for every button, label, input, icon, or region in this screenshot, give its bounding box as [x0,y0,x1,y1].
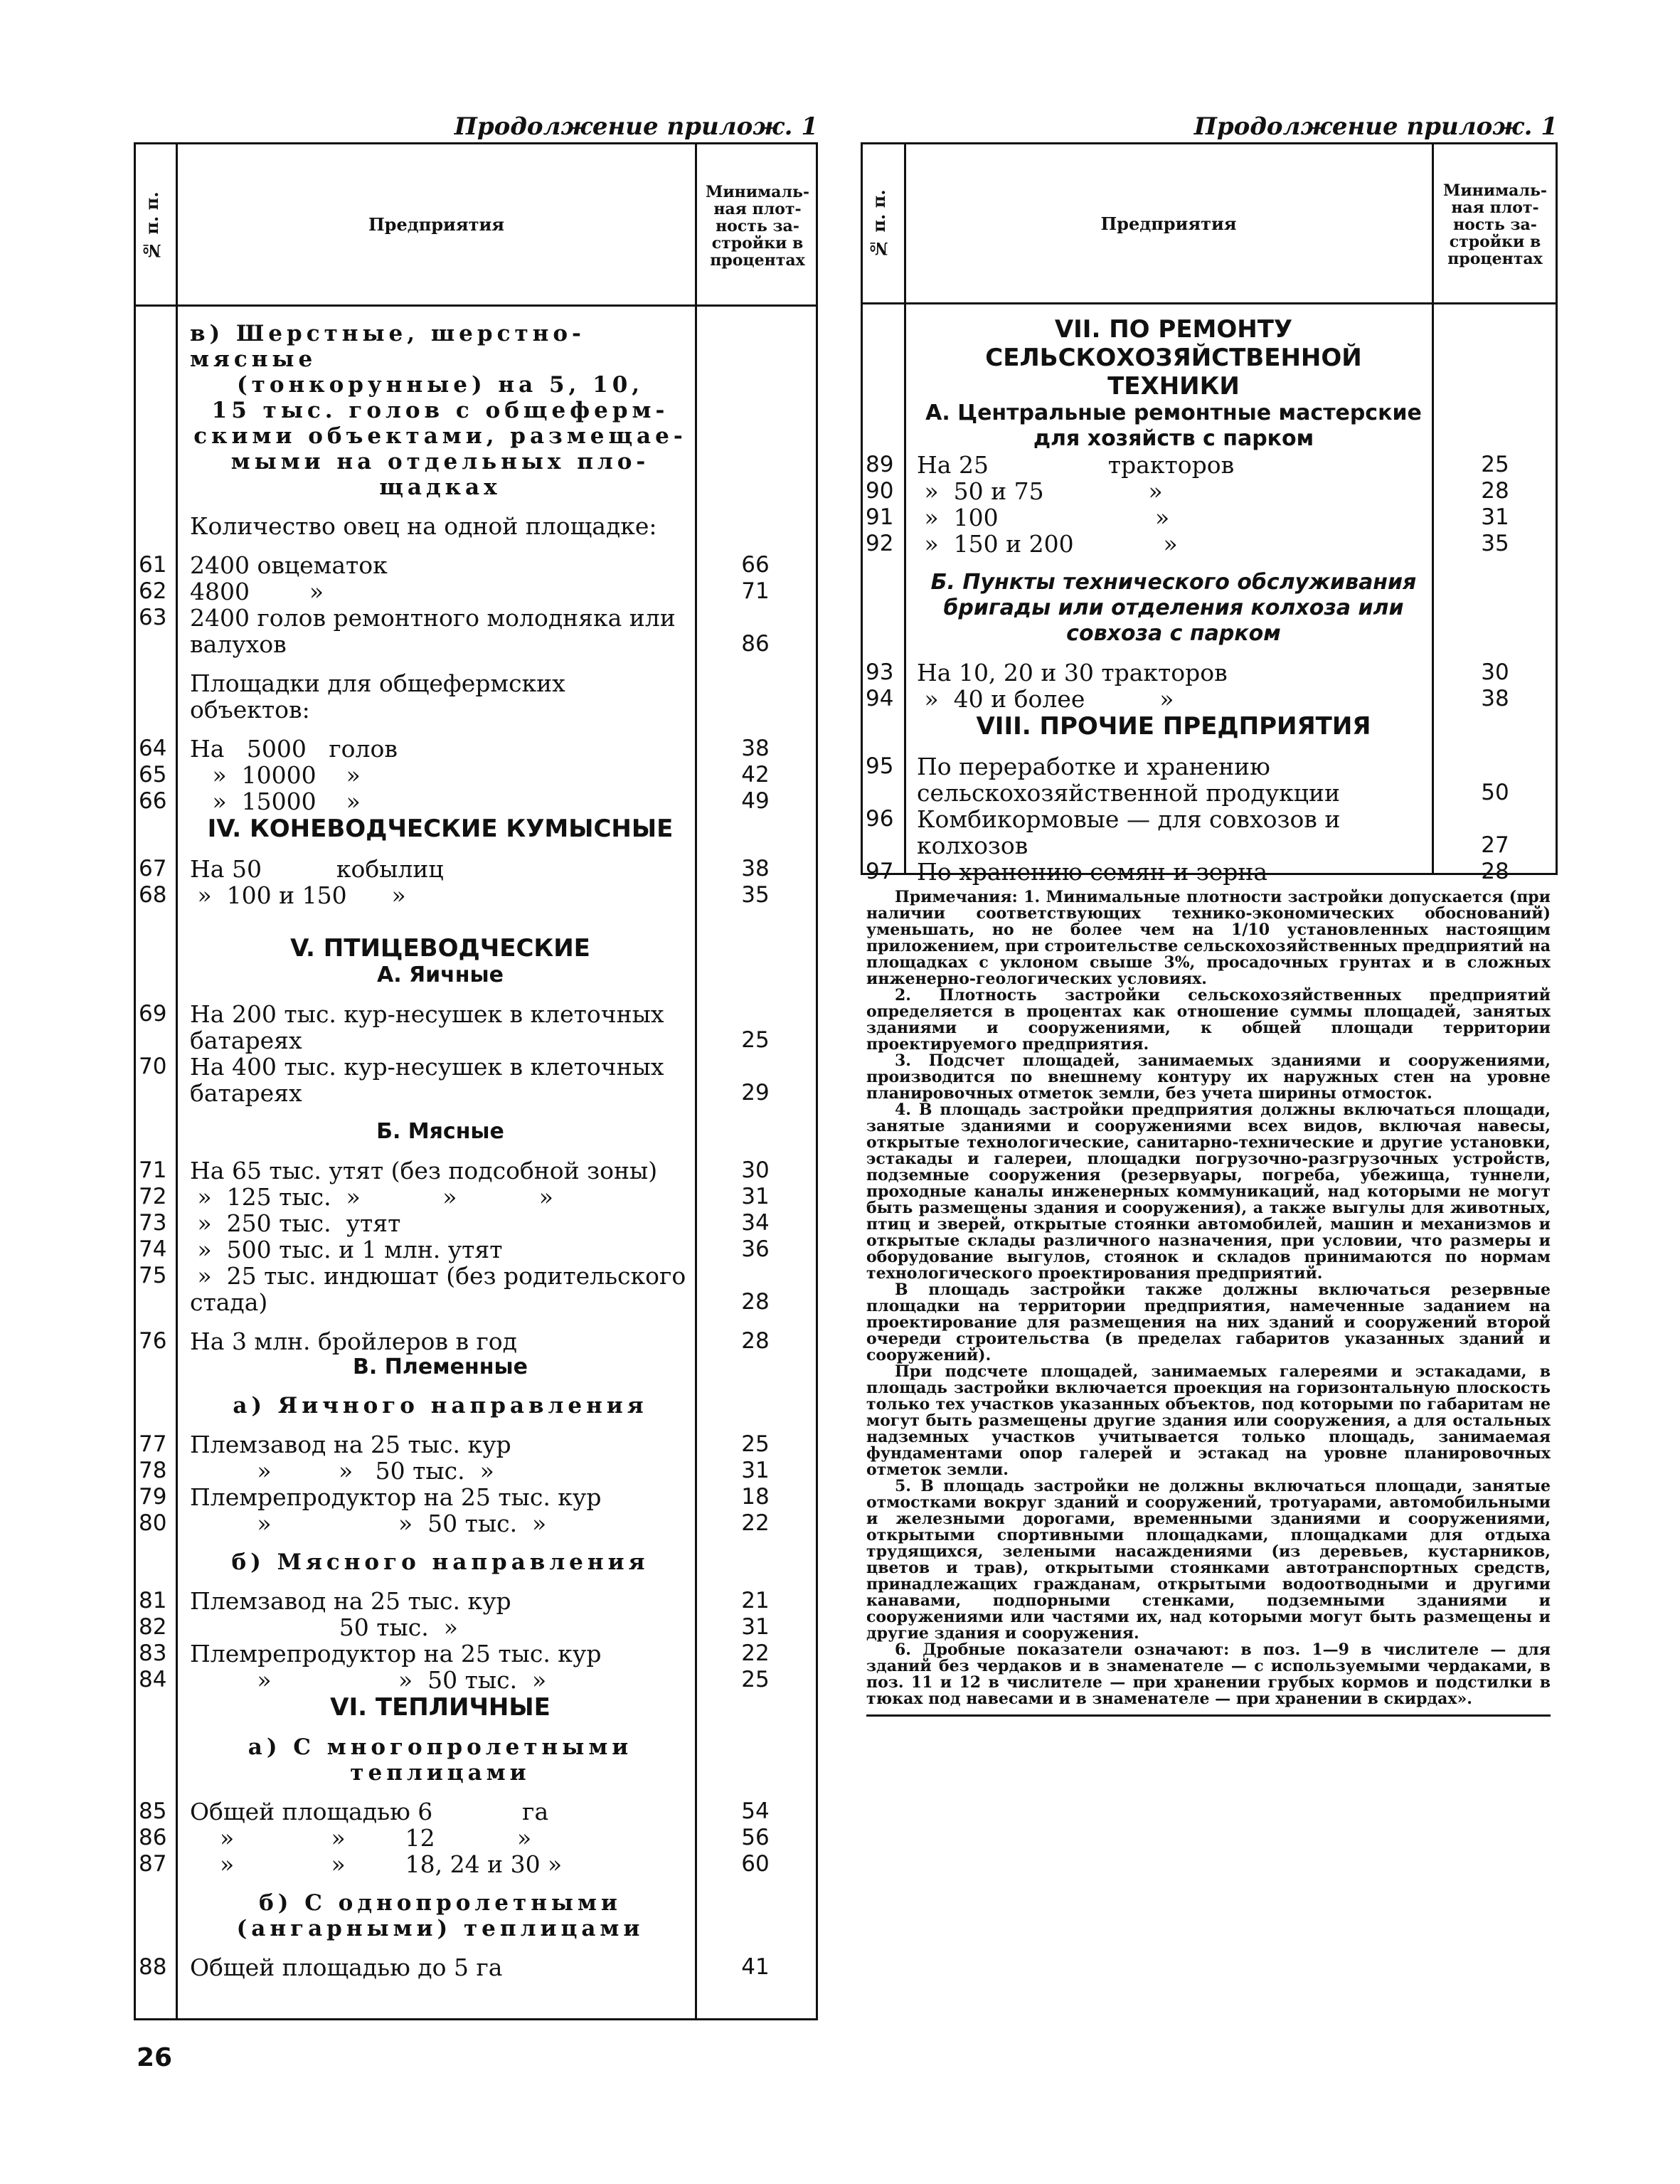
row-number: 75 [139,1263,167,1288]
row-enterprise: На 65 тыс. утят (без подсобной зоны) [190,1157,658,1184]
row-number: 76 [139,1328,167,1354]
right-body [863,315,1556,885]
section-vi-b: б) С однопролетными (ангарными) теплицами [236,1890,644,1941]
row-number: 95 [866,753,894,779]
row-density: 30 [741,1157,770,1183]
note-4: 4. В площадь застройки предприятия должны включаться площади, занятые зданиями и сооружениями всех видов, включая навесы, открытые технологические, санитарно-технические и другие установки, эстакады и галереи, площадки погрузочно-разгрузочных устройств, подземные сооружения (резервуары, погреба, убежища, туннели, проходные каналы инженерных коммуникаций, над которыми не могут быть размещены здания и сооружения), а также выгулы для животных, птиц и зверей, открытые стоянки автомобилей, машин и механизмов и открытые склады различного назначения, при условии, что размеры и оборудование выгулов, стоянок и складов принимаются по нормам технологического проектирования предприятий. [866,1101,1551,1283]
row-enterprise: Племзавод на 25 тыс. кур [190,1587,511,1615]
row-density: 31 [1481,504,1509,530]
row-enterprise: На 50 кобылиц [190,855,444,883]
row-enterprise: » 15000 » [190,788,361,815]
table-row [136,1263,816,1315]
row-enterprise: По переработке и хранению сельскохозяйственной продукции [917,753,1340,807]
row-density: 71 [741,578,770,604]
row-enterprise: » 40 и более » [917,685,1174,713]
section-iv-title: IV. КОНЕВОДЧЕСКИЕ КУМЫСНЫЕ [207,815,674,843]
row-density: 50 [1481,780,1509,805]
table-row [136,1798,816,1825]
row-density: 36 [741,1236,770,1262]
table-row [863,686,1556,712]
table-row [136,1328,816,1355]
table-row [136,856,816,882]
row-density: 54 [741,1798,770,1824]
section-vii-b: Б. Пункты технического обслуживания бригады или отделения колхоза или совхоза с парком [930,570,1417,646]
row-density: 49 [741,788,770,814]
table-row [863,859,1556,885]
row-number: 70 [139,1054,167,1079]
row-number: 80 [139,1510,167,1536]
row-enterprise: » 500 тыс. и 1 млн. утят [190,1236,503,1263]
header-enterprise: Предприятия [368,214,504,235]
row-enterprise: » 125 тыс. » » » [190,1183,553,1211]
row-density: 25 [1481,452,1509,477]
row-enterprise: Общей площадью до 5 га [190,1954,503,1981]
section-v-title: V. ПТИЦЕВОДЧЕСКИЕ [290,934,590,963]
row-density: 38 [1481,686,1509,711]
row-enterprise: На 10, 20 и 30 тракторов [917,659,1228,687]
table-row [136,1001,816,1054]
row-number: 78 [139,1458,167,1483]
row-enterprise: 2400 голов ремонтного молодняка или валухов [190,604,684,658]
table-row [136,1458,816,1484]
rows-r-a [863,452,1556,557]
header-num: № п. п. [142,191,162,261]
table-row [863,504,1556,531]
rows-c [136,856,816,908]
row-number: 68 [139,882,167,908]
table-row [136,552,816,578]
left-body [136,321,816,1981]
row-enterprise: » 25 тыс. индюшат (без родительского стада) [190,1262,693,1316]
table-row [136,1851,816,1877]
row-density: 34 [741,1210,770,1236]
row-density: 31 [741,1614,770,1640]
row-enterprise: 50 тыс. » [190,1613,458,1641]
table-row [136,1588,816,1614]
header-num-right: № п. п. [868,189,889,260]
table-row [136,1236,816,1263]
row-number: 84 [139,1667,167,1692]
row-number: 77 [139,1431,167,1457]
row-enterprise: На 400 тыс. кур-несушек в клеточных батареях [190,1053,671,1107]
note-4b: В площадь застройки также должны включаться резервные площадки на территории предприятия, намеченные заданием на проектирование для размещения на них зданий и сооружений второй очереди строительства (в пределах габаритов указанных зданий и сооружений). [866,1281,1551,1364]
row-density: 28 [741,1289,770,1315]
row-enterprise: 2400 овцематок [190,551,388,579]
row-enterprise: На 5000 голов [190,735,398,763]
table-row [136,578,816,605]
row-number: 81 [139,1588,167,1613]
note-1: Примечания: 1. Минимальные плотности застройки допускается (при наличии соответствующих технико-экономических обоснований) уменьшать, но не более чем на 1/10 установленных настоящим приложением, при строительстве сельскохозяйственных предприятий на площадках с уклоном свыше 3%, просадочных грунтах и в сложных инженерно-геологических условиях. [866,888,1551,988]
row-enterprise: Общей площадью 6 га [190,1798,549,1825]
row-number: 88 [139,1954,167,1980]
row-density: 31 [741,1184,770,1209]
row-enterprise: » 250 тыс. утят [190,1209,401,1237]
section-v-c: В. Племенные [353,1355,528,1379]
section-v-c-a: а) Яичного направления [233,1393,648,1419]
row-enterprise: » » 50 тыс. » [190,1666,547,1694]
table-row [136,1614,816,1640]
notes-block [866,889,1551,1717]
table-row [136,1431,816,1458]
row-number: 74 [139,1236,167,1262]
row-density: 22 [741,1510,770,1536]
rows-a [136,552,816,657]
section-c-title: в) Шерстные, шерстно-мясные (тонкорунные) на 5, 10, 15 тыс. голов с общеферм- скими объектами, размещае- мыми на отдельных пло- щадках [190,321,687,500]
row-density: 56 [741,1825,770,1850]
row-number: 90 [866,478,894,504]
row-density: 18 [741,1484,770,1510]
rows-h [136,1588,816,1693]
row-enterprise: На 25 тракторов [917,451,1235,479]
continuation-label-right: Продолжение прилож. 1 [1193,112,1558,141]
row-density: 29 [741,1080,770,1106]
section-viii-title: VIII. ПРОЧИЕ ПРЕДПРИЯТИЯ [976,712,1371,741]
row-number: 73 [139,1210,167,1236]
row-density: 35 [1481,531,1509,556]
table-row [136,1510,816,1537]
table-row [136,882,816,908]
sheep-label: Количество овец на одной площадке: [190,512,657,540]
table-row [136,1184,816,1210]
row-enterprise: » 100 » [917,504,1170,531]
header-enterprise-right: Предприятия [1100,213,1237,234]
section-v-a: А. Яичные [377,963,504,987]
table-row [863,806,1556,859]
row-number: 69 [139,1001,167,1027]
row-number: 96 [866,806,894,832]
row-number: 87 [139,1851,167,1877]
row-enterprise: 4800 » [190,578,324,605]
table-row [136,1484,816,1510]
row-number: 85 [139,1798,167,1824]
rows-r-b [863,659,1556,712]
note-3: 3. Подсчет площадей, занимаемых зданиями и сооружениями, производится по внешнему контуру их наружных стен на уровне планировочных отметок земли, без учета ширины отмосток. [866,1051,1551,1103]
table-row [136,1640,816,1667]
row-density: 66 [741,552,770,578]
right-table [861,142,1558,886]
table-row [136,1825,816,1851]
rows-j [136,1954,816,1981]
section-vi-a: а) С многопролетными теплицами [248,1734,633,1786]
note-6: 6. Дробные показатели означают: в поз. 1—9 в числителе — для зданий без чердаков и в знаменателе — с используемыми чердаками, в поз. 11 и 12 в числителе — при хранении грубых кормов и подстилки в тюках под навесами и в знаменателе — при хранении в скирдах». [866,1640,1551,1708]
table-row [136,1954,816,1981]
row-enterprise: » 50 и 75 » [917,477,1163,505]
row-density: 31 [741,1458,770,1483]
row-number: 71 [139,1157,167,1183]
row-enterprise: По хранению семян и зерна [917,858,1268,886]
section-vi-title: VI. ТЕПЛИЧНЫЕ [330,1693,551,1722]
rows-g [136,1431,816,1537]
left-table [134,142,818,2020]
row-number: 83 [139,1640,167,1666]
table-row [136,736,816,762]
row-number: 65 [139,762,167,788]
table-row [136,605,816,657]
row-enterprise: Племрепродуктор на 25 тыс. кур [190,1640,602,1668]
row-enterprise: » » 18, 24 и 30 » [190,1850,563,1878]
row-number: 92 [866,531,894,556]
rows-d [136,1001,816,1106]
row-density: 42 [741,762,770,788]
row-density: 27 [1481,832,1509,858]
row-density: 38 [741,856,770,881]
rows-b [136,736,816,815]
row-number: 93 [866,659,894,685]
row-number: 89 [866,452,894,477]
row-enterprise: » 10000 » [190,761,361,789]
table-row [863,753,1556,806]
row-number: 91 [866,504,894,530]
row-enterprise: На 200 тыс. кур-несушек в клеточных батареях [190,1000,671,1054]
row-enterprise: » » 12 » [190,1824,532,1852]
table-row [863,531,1556,557]
row-density: 60 [741,1851,770,1877]
header-density: Минималь-ная плот-ность за-стройки в процентах [705,183,810,270]
row-number: 72 [139,1184,167,1209]
row-enterprise: » 100 и 150 » [190,881,406,909]
table-row [136,1210,816,1236]
row-density: 28 [1481,859,1509,884]
rows-e [136,1157,816,1315]
row-enterprise: » 150 и 200 » [917,530,1178,558]
table-row [136,762,816,788]
table-row [136,1054,816,1106]
row-number: 62 [139,578,167,604]
row-density: 28 [741,1328,770,1354]
row-enterprise: Племзавод на 25 тыс. кур [190,1431,511,1458]
section-v-b: Б. Мясные [376,1119,504,1144]
note-5: 5. В площадь застройки не должны включаться площади, занятые отмостками вокруг зданий и сооружений, тротуарами, автомобильными и железными дорогами, временными зданиями и сооружениями, открытыми спортивными площадками, площадками для отдыха трудящихся, зелеными насаждениями (из деревьев, кустарников, цветов и трав), открытыми стоянками автотранспортных средств, принадлежащих гражданам, открытыми водоотводными и другими канавами, подпорными стенками, подземными зданиями и сооружениями или частями их, над которыми могут быть размещены и другие здания и сооружения. [866,1477,1551,1643]
section-vii-title: VII. ПО РЕМОНТУ СЕЛЬСКОХОЗЯЙСТВЕННОЙ ТЕХНИКИ [985,315,1362,401]
row-number: 86 [139,1825,167,1850]
row-number: 63 [139,605,167,630]
row-density: 25 [741,1027,770,1053]
rows-f [136,1328,816,1355]
row-density: 38 [741,736,770,761]
note-4c: При подсчете площадей, занимаемых галереями и эстакадами, в площадь застройки включается проекция на горизонтальную плоскость только тех участков указанных объектов, под которыми по габаритам не могут быть размещены другие здания или сооружения, а для остальных надземных участков учитывается только площадь, занимаемая фундаментами опор галерей и эстакад на уровне планировочных отметок земли. [866,1362,1551,1479]
row-density: 41 [741,1954,770,1980]
row-density: 22 [741,1640,770,1666]
table-row [136,788,816,815]
table-row [863,452,1556,478]
row-density: 25 [741,1667,770,1692]
table-row [863,478,1556,504]
row-density: 86 [741,631,770,657]
page-number: 26 [137,2043,173,2072]
continuation-label-left: Продолжение прилож. 1 [454,112,818,141]
row-number: 79 [139,1484,167,1510]
note-2: 2. Плотность застройки сельскохозяйственных предприятий определяется в процентах как отношение суммы площадей, занятых зданиями и сооружениями, к общей площади территории проектируемого предприятия. [866,986,1551,1054]
row-number: 61 [139,552,167,578]
row-density: 28 [1481,478,1509,504]
header-density-right: Минималь-ная плот-ность за-стройки в процентах [1442,181,1548,268]
row-number: 67 [139,856,167,881]
row-enterprise: На 3 млн. бройлеров в год [190,1327,517,1355]
row-number: 82 [139,1614,167,1640]
table-row [863,659,1556,686]
row-density: 25 [741,1431,770,1457]
row-number: 94 [866,686,894,711]
row-enterprise: » » 50 тыс. » [190,1510,547,1537]
section-v-c-b: б) Мясного направления [231,1549,649,1575]
row-number: 64 [139,736,167,761]
row-density: 30 [1481,659,1509,685]
table-row [136,1157,816,1184]
row-enterprise: » » 50 тыс. » [190,1457,494,1485]
section-vii-a: А. Центральные ремонтные мастерские для хозяйств с парком [925,401,1422,451]
table-row [136,1667,816,1693]
row-density: 35 [741,882,770,908]
row-number: 66 [139,788,167,814]
farm-label: Площадки для общефермских объектов: [190,669,565,723]
row-enterprise: Племрепродуктор на 25 тыс. кур [190,1483,602,1511]
row-number: 97 [866,859,894,884]
row-enterprise: Комбикормовые — для совхозов и колхозов [917,805,1348,859]
rows-i [136,1798,816,1877]
row-density: 21 [741,1588,770,1613]
rows-r-c [863,753,1556,885]
